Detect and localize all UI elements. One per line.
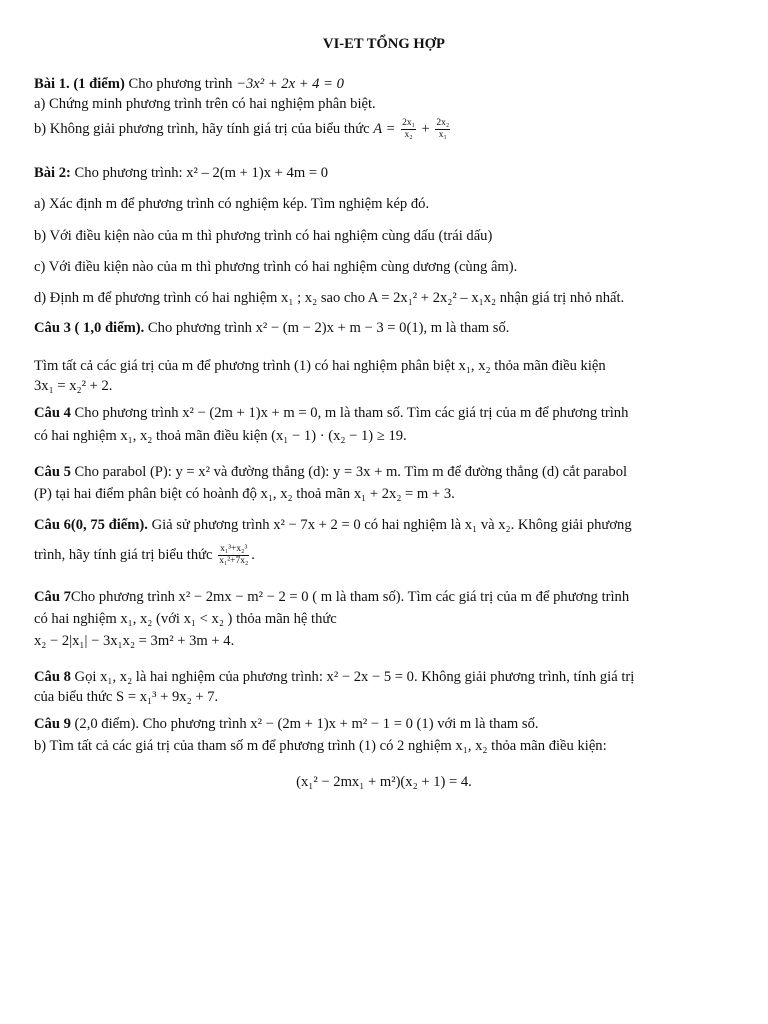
- cau7-heading: Câu 7: [34, 589, 71, 605]
- cau8-heading: Câu 8: [34, 669, 71, 685]
- cau6-heading: Câu 6(0, 75 điểm).: [34, 517, 148, 533]
- bai1-fraction-2: [435, 118, 450, 141]
- cau3-line-1: [34, 318, 509, 338]
- bai1-intro: Cho phương trình: [124, 76, 237, 92]
- cau3-line-2: Tìm tất cả các giá trị của m để phương trình (1) có hai nghiệm phân biệt x₁, x₂ thỏa mãn điều kiện: [34, 358, 606, 374]
- bai2-part-a: a) Xác định m để phương trình có nghiệm kép. Tìm nghiệm kép đó.: [34, 196, 430, 212]
- bai2-line: [34, 163, 328, 183]
- cau3-heading: Câu 3 ( 1,0 điểm).: [34, 320, 145, 336]
- cau4-line-1: [34, 403, 628, 423]
- cau5-text-1: Cho parabol (P): y = x² và đường thẳng (d): y = 3x + m. Tìm m để đường thẳng (d) cắt parabol: [70, 464, 628, 480]
- bai1-part-b: [34, 118, 452, 141]
- bai1-heading: Bài 1. (1 điểm): [34, 76, 125, 92]
- cau5-line-1: [34, 462, 627, 482]
- cau6-frac-num: x₁³+x₂³: [220, 544, 248, 554]
- cau8-line-2: của biểu thức S = x₁³ + 9x₂ + 7.: [34, 689, 219, 705]
- cau4-line-2: có hai nghiệm x₁, x₂ thoả mãn điều kiện (x₁ − 1) · (x₂ − 1) ≥ 19.: [34, 428, 407, 444]
- cau4-text-1: Cho phương trình x² − (2m + 1)x + m = 0, m là tham số. Tìm các giá trị của m để phương trình: [70, 405, 629, 421]
- cau3-line-3: 3x₁ = x₂² + 2.: [34, 378, 113, 394]
- bai2-part-d: d) Định m để phương trình có hai nghiệm x₁ ; x₂ sao cho A = 2x₁² + 2x₂² – x₁x₂ nhận giá trị nhỏ nhất.: [34, 290, 625, 306]
- cau8-text-1: Gọi x₁, x₂ là hai nghiệm của phương trình: x² − 2x − 5 = 0. Không giải phương trình, tính giá trị: [70, 669, 635, 685]
- cau6-fraction: [218, 544, 249, 567]
- bai1-line: [34, 74, 344, 94]
- cau8-line-1: [34, 667, 634, 687]
- cau7-line-1: [34, 587, 629, 607]
- bai1-frac2-den: x₁: [438, 130, 447, 140]
- bai1-expr-left: A =: [373, 120, 400, 137]
- bai2-intro: Cho phương trình: x² – 2(m + 1)x + 4m = 0: [70, 165, 328, 181]
- cau7-line-3: x₂ − 2|x₁| − 3x₁x₂ = 3m² + 3m + 4.: [34, 633, 235, 649]
- bai1-frac1-den: x₂: [404, 130, 413, 140]
- cau3-text-1: Cho phương trình x² − (m − 2)x + m − 3 = 0(1), m là tham số.: [144, 320, 510, 336]
- bai1-fraction-1: [401, 118, 416, 141]
- cau9-line-3: (x₁² − 2mx₁ + m²)(x₂ + 1) = 4.: [296, 774, 472, 790]
- bai1-equation: −3x² + 2x + 4 = 0: [236, 76, 344, 92]
- bai1-frac2-num: 2x₂: [436, 118, 450, 128]
- cau6-line-2: [34, 544, 255, 567]
- cau7-text-1: Cho phương trình x² − 2mx − m² − 2 = 0 ( m là tham số). Tìm các giá trị của m để phương trình: [70, 589, 630, 605]
- cau9-line-2: b) Tìm tất cả các giá trị của tham số m để phương trình (1) có 2 nghiệm x₁, x₂ thỏa mãn điều kiện:: [34, 738, 607, 754]
- cau9-heading: Câu 9: [34, 716, 71, 732]
- bai1-plus: +: [417, 120, 434, 137]
- page-title: VI-ET TỔNG HỢP: [323, 36, 445, 52]
- bai2-heading: Bài 2:: [34, 165, 71, 181]
- bai1-part-b-text: b) Không giải phương trình, hãy tính giá trị của biểu thức: [34, 120, 374, 137]
- bai2-part-b: b) Với điều kiện nào của m thì phương trình có hai nghiệm cùng dấu (trái dấu): [34, 228, 493, 244]
- cau7-line-2: có hai nghiệm x₁, x₂ (với x₁ < x₂ ) thỏa mãn hệ thức: [34, 611, 337, 627]
- cau5-heading: Câu 5: [34, 464, 71, 480]
- cau6-tail: .: [251, 546, 255, 563]
- cau5-line-2: (P) tại hai điểm phân biệt có hoành độ x₁, x₂ thoả mãn x₁ + 2x₂ = m + 3.: [34, 486, 455, 502]
- cau6-text-2: trình, hãy tính giá trị biểu thức: [34, 546, 217, 563]
- bai1-part-a: a) Chứng minh phương trình trên có hai nghiệm phân biệt.: [34, 96, 376, 112]
- bai2-part-c: c) Với điều kiện nào của m thì phương trình có hai nghiệm cùng dương (cùng âm).: [34, 259, 518, 275]
- cau9-text-1: (2,0 điểm). Cho phương trình x² − (2m + 1)x + m² − 1 = 0 (1) với m là tham số.: [70, 716, 539, 732]
- cau9-line-1: [34, 714, 539, 734]
- cau4-heading: Câu 4: [34, 405, 71, 421]
- cau6-text-1: Giả sử phương trình x² − 7x + 2 = 0 có hai nghiệm là x₁ và x₂. Không giải phương: [147, 517, 632, 533]
- bai1-frac1-num: 2x₁: [402, 118, 415, 128]
- cau6-frac-den: x₁²+7x₂: [219, 556, 249, 566]
- cau6-line-1: [34, 515, 632, 535]
